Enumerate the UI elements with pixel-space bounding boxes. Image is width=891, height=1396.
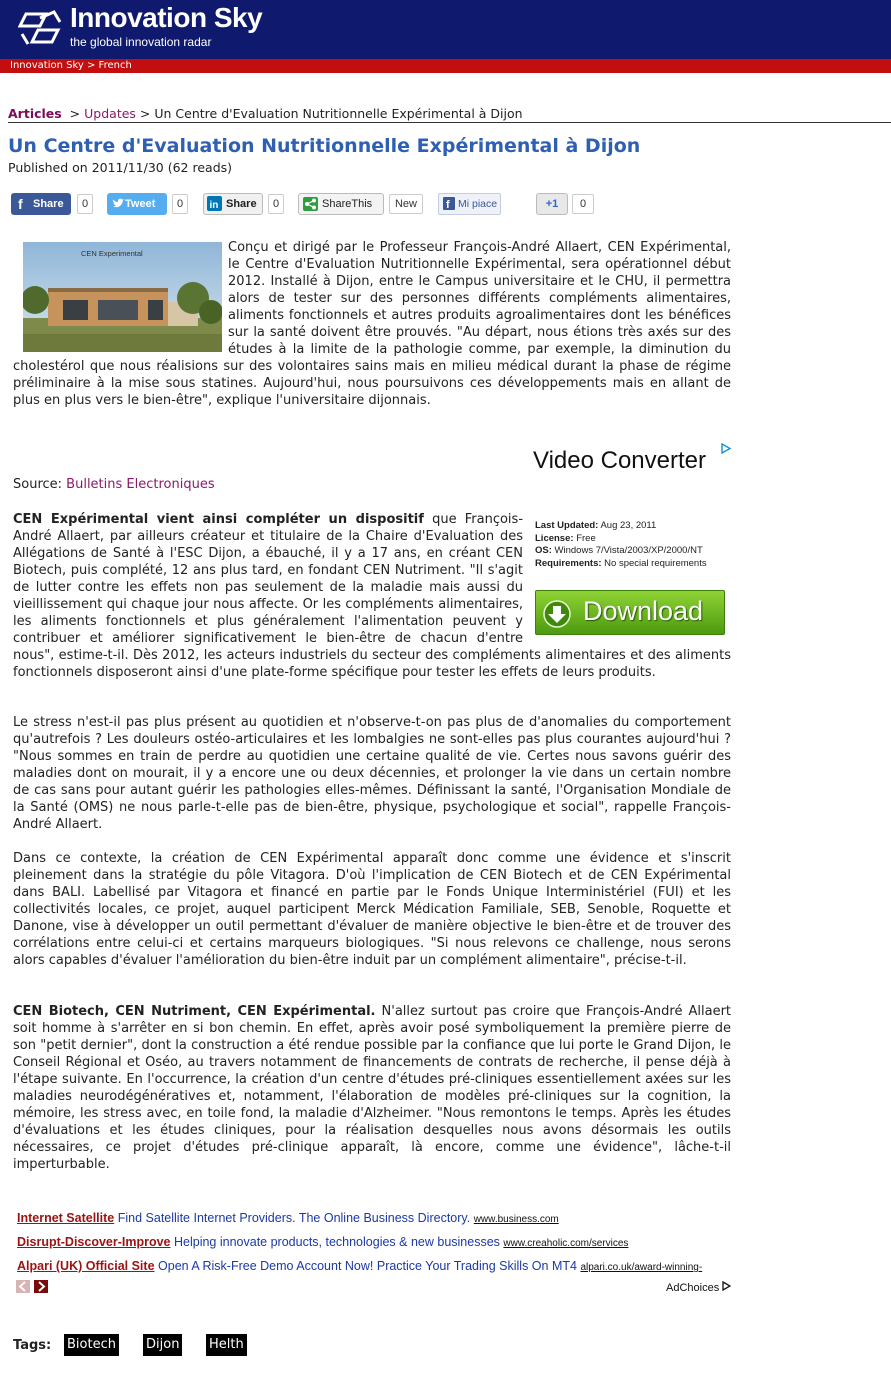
ad-title[interactable]: Video Converter <box>533 447 706 474</box>
linkedin-share-count: 0 <box>268 194 284 214</box>
sponsored-prev-icon[interactable] <box>16 1280 30 1293</box>
linkedin-icon <box>207 196 222 211</box>
ad-req-label: Requirements: <box>535 557 602 569</box>
ad-req: No special requirements <box>604 557 707 569</box>
image-caption: CEN Experimental <box>81 249 143 258</box>
adchoices-arrow-icon <box>722 1281 731 1291</box>
svg-text:f: f <box>446 199 450 210</box>
p5-lead: CEN Biotech, CEN Nutriment, CEN Expérimental. <box>13 1004 376 1019</box>
tweet-count: 0 <box>172 194 188 214</box>
sponsored-url[interactable]: www.creaholic.com/services <box>503 1238 629 1249</box>
sharethis-label: ShareThis <box>322 198 373 210</box>
tags-label: Tags: <box>13 1338 52 1353</box>
sharethis-button[interactable] <box>298 193 384 215</box>
linkedin-share-button[interactable] <box>203 193 263 215</box>
google-plus-one-button[interactable]: +1 <box>536 193 568 215</box>
sponsored-title[interactable]: Alpari (UK) Official Site <box>17 1259 155 1273</box>
tag-dijon[interactable]: Dijon <box>143 1334 182 1356</box>
published-info: Published on 2011/11/30 (62 reads) <box>8 160 233 175</box>
site-header <box>0 0 891 59</box>
article-intro <box>13 239 731 427</box>
ad-os: Windows 7/Vista/2003/XP/2000/NT <box>554 545 703 556</box>
section-link[interactable]: Innovation Sky > French <box>10 60 132 71</box>
article-paragraph-3: Le stress n'est-il pas plus présent au quotidien et n'observe-t-on pas plus de d'anomalies du comportement qu'autrefois ? Les douleurs ostéo-articulaires et les lombalgies ne sont-elles pas plus courantes aujourd'hui ? "Nous sommes en train de perdre au quotidien une certaine qualité de vie. Certes nous savons guérir des maladies dont on mourait, il y a encore une ou deux décennies, et prolonger la vie dans un certain nombre de cas sans pour autant guérir les pathologies elles-mêmes. Définissant la santé, l'Organisation Mondiale de la Santé (OMS) ne nous parle-t-elle pas de bien-être, physique, psychologique et social", rappelle François-André Allaert. <box>13 715 731 832</box>
breadcrumb-separator: > <box>69 106 81 121</box>
site-tagline: the global innovation radar <box>70 35 212 49</box>
breadcrumb-updates[interactable]: Updates <box>84 106 136 121</box>
page-title: Un Centre d'Evaluation Nutritionnelle Expérimental à Dijon <box>8 135 641 157</box>
article-paragraph-2 <box>13 511 731 699</box>
facebook-share-button[interactable] <box>11 193 71 215</box>
source-label: Source: <box>13 477 63 492</box>
sponsored-desc: Helping innovate products, technologies & new businesses <box>174 1235 500 1249</box>
sponsored-desc: Find Satellite Internet Providers. The Online Business Directory. <box>117 1211 471 1225</box>
sponsored-title[interactable]: Internet Satellite <box>17 1211 115 1225</box>
facebook-share-label: Share <box>33 198 64 210</box>
adchoices-link[interactable] <box>666 1281 731 1294</box>
mi-piace-button[interactable] <box>438 193 501 215</box>
sponsored-link[interactable] <box>17 1211 559 1225</box>
facebook-share-count: 0 <box>77 194 93 214</box>
ad-license-label: License: <box>535 532 574 544</box>
section-bar <box>0 59 891 73</box>
svg-text:in: in <box>209 200 219 211</box>
sharethis-icon <box>303 197 318 211</box>
sponsored-url[interactable]: alpari.co.uk/award-winning- <box>580 1262 703 1273</box>
sponsored-desc: Open A Risk-Free Demo Account Now! Practice Your Trading Skills On MT4 <box>158 1259 577 1273</box>
p2-body: que François-André Allaert, par ailleurs créateur et titulaire de la Chaire d'Evaluation des Allégations de Santé à l'ESC Dijon, a ébauché, il y a 17 ans, en créant CEN Biotech, puis complété, 12 ans plus tard, en fondant CEN Nutriment. "Il s'agit de lutter contre les effets non pas seulement de la maladie mais aussi du vieillissement qui chaque jour nous affecte. Or les compléments alimentaires, les aliments fonctionnels et plus généralement l'alimentation peuvent y contribuer et améliorer significativement le bien-être de chacun d'entre nous", estime-t-il. Dès 2012, les acteurs industriels du secteur des compléments alimentaires et des aliments fonctionnels disposeront ainsi d'une plate-forme spécifique pour tester les effets de leurs produits. <box>13 512 731 680</box>
tag-helth[interactable]: Helth <box>206 1334 247 1356</box>
facebook-icon <box>17 197 27 211</box>
article-paragraph-5 <box>13 1003 731 1173</box>
adchoices-icon[interactable] <box>721 443 731 454</box>
source-line <box>13 477 215 492</box>
breadcrumb-articles[interactable]: Articles <box>8 106 62 121</box>
tweet-button[interactable] <box>107 193 167 215</box>
tweet-label: Tweet <box>125 198 156 210</box>
sponsored-link[interactable] <box>17 1259 702 1273</box>
article-paragraph-4: Dans ce contexte, la création de CEN Expérimental apparaît donc comme une évidence et s'inscrit pleinement dans la stratégie du pôle Vitagora. D'où l'implication de CEN Biotech et de CEN Expérimental dans BALI. Labellisé par Vitagora et financé en partie par le Fonds Unique Interministériel (FUI) et les collectivités locales, ce projet, auquel participent Merck Médication Familiale, SEB, Senoble, Roquette et Danone, vise à développer un outil permettant d'évaluer de manière objective le bien-être et de trouver des corrélations entre celui-ci et certains marqueurs biologiques. "Si nous relevons ce challenge, nous serons alors capables d'évaluer l'amélioration du bien-être induit par un complément alimentaire", précise-t-il. <box>13 851 731 968</box>
breadcrumb-current: Un Centre d'Evaluation Nutritionnelle Expérimental à Dijon <box>154 106 523 121</box>
sharethis-new-badge: New <box>389 194 423 214</box>
ad-license: Free <box>576 532 596 544</box>
sponsored-link[interactable] <box>17 1235 628 1249</box>
p5-body: N'allez surtout pas croire que François-André Allaert soit homme à s'arrêter en si bon chemin. En effet, après avoir posé symboliquement la première pierre de son "petit dernier", dont la construction a été rendue possible par la confiance que lui porte le Grand Dijon, le Conseil Régional et Oséo, au travers notamment de financements de contrats de recherche, il pense déjà à l'étape suivante. En l'occurrence, la création d'un centre d'études pré-cliniques essentiellement axées sur les maladies neurodégénératives et, notamment, l'élaboration de modèles pré-cliniques sur la cognition, la mémoire, les stress avec, en toile fond, la maladie d'Alzheimer. "Nous remontons le temps. Après les études d'évaluations et les études cliniques, pour la réalisation desquelles nous avons désormais les outils nécessaires, ce projet d'études pré-clinique apparaît, là encore, comme une évidence", lâche-t-il imperturbable. <box>13 1004 732 1172</box>
download-label: Download <box>583 596 704 626</box>
p2-lead: CEN Expérimental vient ainsi compléter un dispositif <box>13 512 424 527</box>
breadcrumb-separator: > <box>139 106 151 121</box>
mi-piace-label: Mi piace <box>458 198 498 210</box>
breadcrumb <box>8 106 523 121</box>
ad-last-updated-label: Last Updated: <box>535 520 599 531</box>
sponsored-url[interactable]: www.business.com <box>473 1214 559 1225</box>
intro-text: Conçu et dirigé par le Professeur François-André Allaert, CEN Expérimental, le Centre d'Evaluation Nutritionnelle Expérimental, sera opérationnel début 2012. Installé à Dijon, entre le Campus universitaire et le CHU, il permettra alors de tester sur des personnes différents compléments alimentaires, aliments fonctionnels et autres produits agroalimentaires dont les bénéfices sur la santé doivent être prouvés. "Au départ, nous étions très axés sur des études à la limite de la pathologie comme, par exemple, la diminution du cholestérol que nous réalisions sur des volontaires sains mais en milieu médical durant la phase de régime préliminaire à la mise sous statines. Aujourd'hui, nous poursuivons ces développements mais en allant de plus en plus vers le bien-être", explique l'universitaire dijonnais. <box>13 240 731 408</box>
ad-os-label: OS: <box>535 545 552 556</box>
sponsored-title[interactable]: Disrupt-Discover-Improve <box>17 1235 171 1249</box>
adchoices-label: AdChoices <box>666 1282 720 1294</box>
sponsored-next-icon[interactable] <box>34 1280 48 1293</box>
facebook-like-icon <box>443 197 455 210</box>
twitter-bird-icon <box>112 198 124 209</box>
svg-text:f: f <box>18 197 23 211</box>
site-brand[interactable]: Innovation Sky <box>70 2 263 33</box>
ad-last-updated: Aug 23, 2011 <box>600 520 657 531</box>
google-plus-one-count: 0 <box>572 194 594 214</box>
linkedin-share-label: Share <box>226 198 257 210</box>
tag-biotech[interactable]: Biotech <box>64 1334 119 1356</box>
breadcrumb-divider <box>8 122 891 123</box>
source-link[interactable]: Bulletins Electroniques <box>66 477 215 492</box>
innovation-sky-logo-icon[interactable] <box>18 8 62 48</box>
